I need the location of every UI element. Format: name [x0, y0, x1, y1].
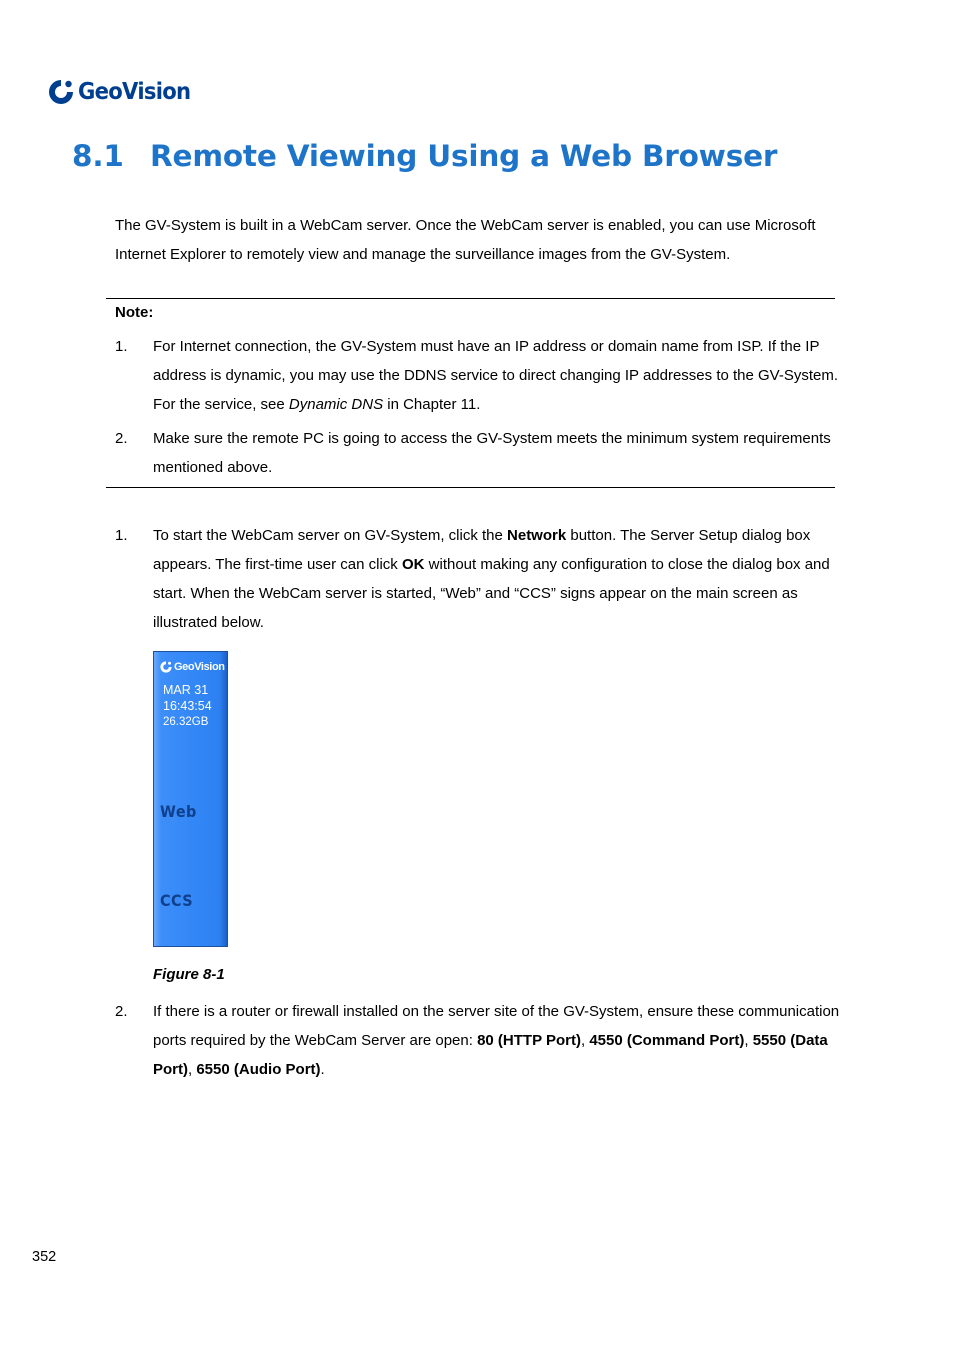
list-number: 1. [115, 527, 128, 544]
panel-time: 16:43:54 [163, 699, 212, 713]
note-item-text: For Internet connection, the GV-System must have an IP address or domain name from ISP. If the IP address is dynamic, you may use the DDNS service to direct changing IP addresses to the GV-System. For the service, see Dynamic DNS in Chapter 11. [153, 338, 839, 413]
page-number: 352 [32, 1249, 57, 1265]
section-title-text: Remote Viewing Using a Web Browser [150, 139, 778, 173]
step-text: To start the WebCam server on GV-System, click the Network button. The Server Setup dialog box appears. The first-time user can click OK without making any configuration to close the dialog box and start. When the WebCam server is started, “Web” and “CCS” signs appear on the main screen as illustrated below. [153, 527, 830, 631]
list-number: 2. [115, 430, 128, 447]
step-text: If there is a router or firewall installed on the server site of the GV-System, ensure these communication ports required by the WebCam Server are open: 80 (HTTP Port), 4550 (Command Port), 5550 (Data Port), 6550 (Audio Port). [153, 1003, 840, 1078]
dynamic-dns-reference: Dynamic DNS [288, 396, 384, 413]
figure-caption: Figure 8-1 [153, 966, 225, 983]
step-item [115, 521, 845, 637]
note-label: Note: [115, 304, 154, 321]
note-item [115, 424, 845, 482]
geovision-logo [46, 76, 200, 108]
panel-brand: GeoVision [174, 661, 225, 673]
panel-storage: 26.32GB [163, 716, 209, 728]
step-item [115, 997, 845, 1084]
brand-name: GeoVision [78, 79, 191, 105]
ok-button-ref: OK [401, 556, 425, 573]
section-number: 8.1 [72, 139, 124, 173]
panel-logo [159, 660, 225, 674]
note-item-text: Make sure the remote PC is going to access the GV-System meets the minimum system requirements mentioned above. [153, 430, 831, 476]
list-number: 2. [115, 1003, 128, 1020]
geovision-logo-icon [159, 660, 173, 674]
port-http: 80 (HTTP Port) [477, 1032, 581, 1049]
network-button-ref: Network [507, 527, 567, 544]
section-title [72, 139, 777, 173]
port-data: 5550 (Data Port) [153, 1032, 828, 1078]
web-sign: Web [160, 802, 197, 821]
geovision-logo-icon [46, 77, 76, 107]
port-command: 4550 (Command Port) [589, 1032, 745, 1049]
panel-date: MAR 31 [163, 683, 209, 697]
list-number: 1. [115, 338, 128, 355]
port-audio: 6550 (Audio Port) [196, 1061, 321, 1078]
intro-paragraph: The GV-System is built in a WebCam server. Once the WebCam server is enabled, you can use Microsoft Internet Explorer to remotely view and manage the surveillance images from the GV-System. [115, 217, 816, 263]
status-panel-figure [153, 651, 228, 947]
panel-status [163, 682, 212, 730]
note-item [115, 332, 845, 419]
ccs-sign: CCS [160, 891, 194, 910]
